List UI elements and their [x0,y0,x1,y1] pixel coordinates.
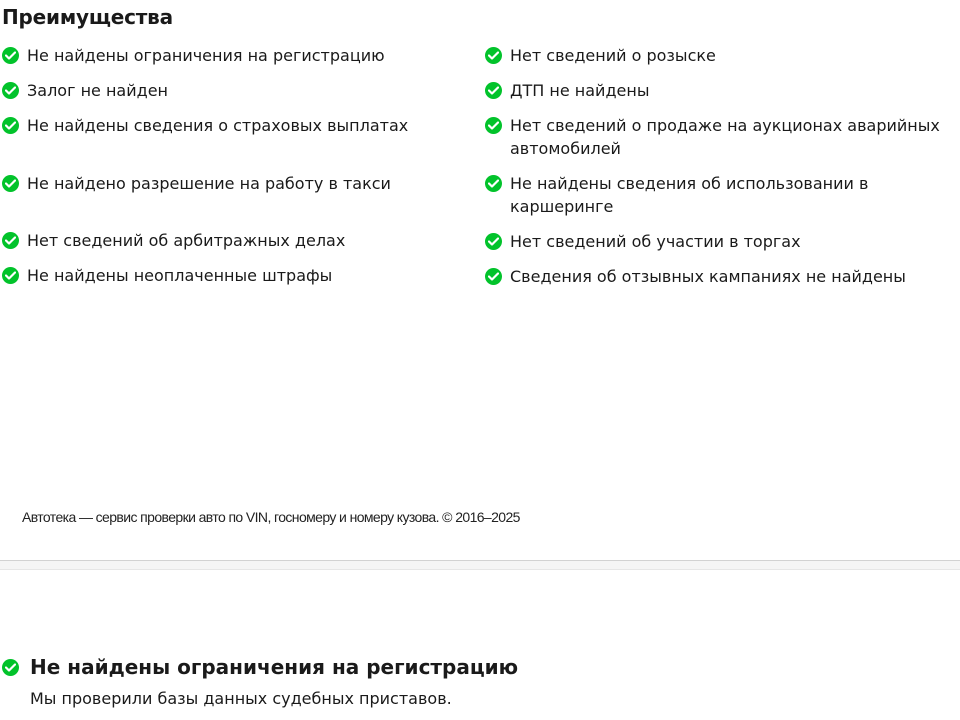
advantage-label: Залог не найден [27,81,168,100]
check-circle-icon [485,175,502,192]
check-circle-icon [2,232,19,249]
advantage-item [485,172,955,218]
detail-section [2,652,952,710]
advantage-label: Не найдены ограничения на регистрацию [27,46,385,65]
advantage-item [485,79,955,102]
section-divider [0,560,960,570]
advantage-item [2,172,472,195]
advantage-item [2,79,472,102]
check-circle-icon [485,117,502,134]
detail-title: Не найдены ограничения на регистрацию [30,655,519,679]
advantage-label: Не найдены сведения об использовании в каршеринге [510,174,869,216]
advantage-item [2,264,472,287]
advantage-item [2,229,472,252]
check-circle-icon [2,267,19,284]
check-circle-icon [485,47,502,64]
advantage-label: Нет сведений об участии в торгах [510,232,801,251]
advantage-item [485,230,955,253]
check-circle-icon [2,117,19,134]
advantage-label: Не найдены сведения о страховых выплатах [27,116,409,135]
check-circle-icon [2,175,19,192]
advantage-label: Нет сведений о продаже на аукционах аварийных автомобилей [510,116,940,158]
check-circle-icon [2,82,19,99]
detail-header [2,652,952,682]
advantage-label: Нет сведений о розыске [510,46,716,65]
advantage-label: Не найдены неоплаченные штрафы [27,266,333,285]
advantages-list-right [485,44,955,288]
detail-description: Мы проверили базы данных судебных приставов. [30,689,452,708]
advantage-item [485,114,955,160]
advantage-label: Не найдено разрешение на работу в такси [27,174,391,193]
advantage-label: Сведения об отзывных кампаниях не найдены [510,267,906,286]
advantage-item [2,114,472,137]
check-circle-icon [485,268,502,285]
advantages-title: Преимущества [2,5,173,29]
footer-copyright: Автотека — сервис проверки авто по VIN, госномеру и номеру кузова. © 2016–2025 [22,509,520,525]
advantages-list-left [2,44,472,287]
check-circle-icon [2,659,19,676]
advantage-item [485,265,955,288]
advantage-label: ДТП не найдены [510,81,650,100]
check-circle-icon [485,82,502,99]
check-circle-icon [485,233,502,250]
advantage-item [485,44,955,67]
advantage-label: Нет сведений об арбитражных делах [27,231,346,250]
check-circle-icon [2,47,19,64]
advantage-item [2,44,472,67]
